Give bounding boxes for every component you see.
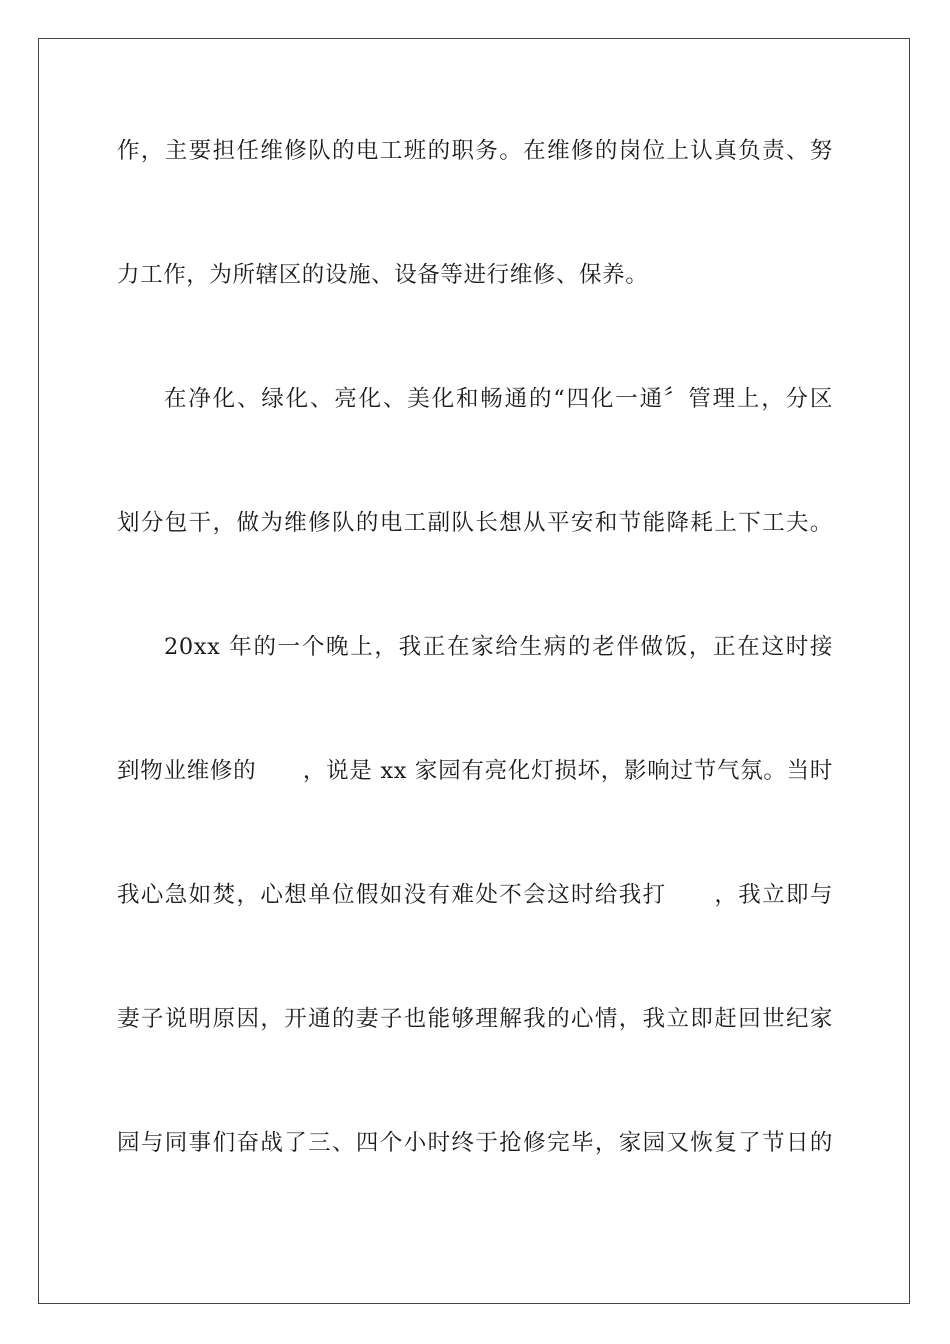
text-line-5: 20xx 年的一个晚上，我正在家给生病的老伴做饭，正在这时接 — [164, 634, 833, 660]
text-line-9: 园与同事们奋战了三、四个小时终于抢修完毕，家园又恢复了节日的 — [117, 1130, 833, 1156]
text-line-6: 到物业维修的 ，说是 xx 家园有亮化灯损坏，影响过节气氛。当时 — [117, 758, 833, 784]
text-line-3: 在净化、绿化、亮化、美化和畅通的“四化一通〞管理上，分区 — [164, 386, 833, 412]
page-border — [38, 38, 910, 1304]
text-line-8: 妻子说明原因，开通的妻子也能够理解我的心情，我立即赶回世纪家 — [117, 1006, 833, 1032]
text-line-2: 力工作，为所辖区的设施、设备等进行维修、保养。 — [117, 262, 649, 288]
text-line-4: 划分包干，做为维修队的电工副队长想从平安和节能降耗上下工夫。 — [117, 510, 833, 536]
text-line-7: 我心急如焚，心想单位假如没有难处不会这时给我打 ，我立即与 — [117, 882, 833, 908]
text-line-1: 作，主要担任维修队的电工班的职务。在维修的岗位上认真负责、努 — [117, 138, 833, 164]
